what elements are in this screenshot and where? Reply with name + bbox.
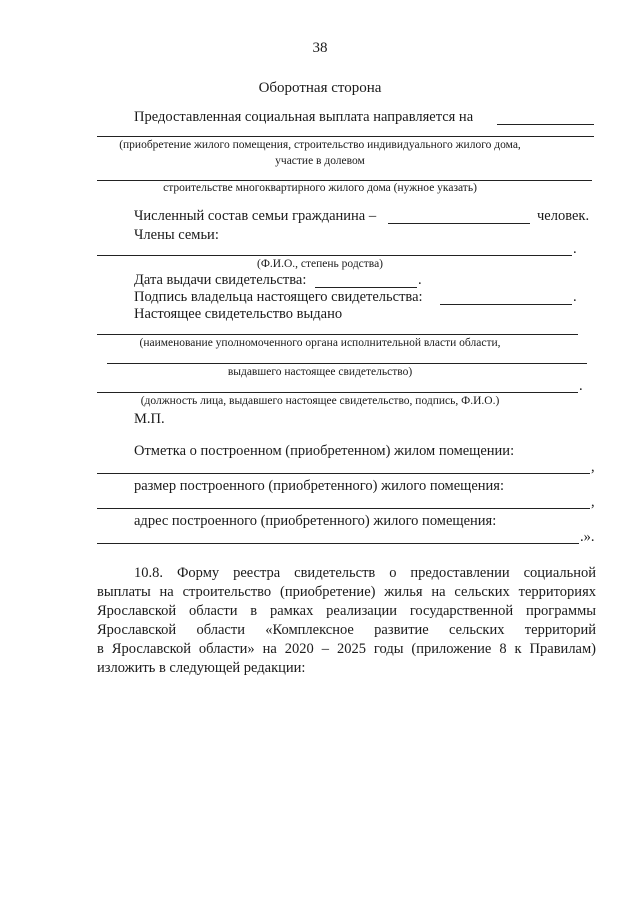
- page-heading: Оборотная сторона: [258, 80, 382, 96]
- official-line: [97, 392, 578, 393]
- housing-mark-line: [97, 473, 590, 474]
- family-size-label: Численный состав семьи гражданина –: [134, 208, 377, 224]
- purpose-hint-3: строительстве многоквартирного жилого дома (нужное указать): [163, 182, 477, 194]
- official-hint: (должность лица, выдавшего настоящее свидетельство, подпись, Ф.И.О.): [140, 395, 500, 407]
- members-label: Члены семьи:: [134, 227, 219, 243]
- purpose-line-2: [97, 180, 592, 181]
- owner-signature-trail: .: [573, 289, 577, 305]
- housing-mark-trail: ,: [591, 459, 595, 475]
- housing-address-line: [97, 543, 579, 544]
- owner-signature-label: Подпись владельца настоящего свидетельства:: [134, 289, 423, 305]
- issuer-trail: .: [579, 378, 583, 394]
- owner-signature-blank: [440, 304, 572, 305]
- issuer-hint-2: выдавшего настоящее свидетельство): [227, 366, 413, 378]
- housing-size-line: [97, 508, 590, 509]
- seal-label: М.П.: [134, 411, 165, 427]
- paragraph-line-6: изложить в следующей редакции:: [97, 660, 306, 676]
- family-size-unit: человек.: [537, 208, 590, 224]
- issued-by-label: Настоящее свидетельство выдано: [134, 306, 343, 322]
- payout-full-line: [97, 136, 594, 137]
- housing-mark-label: Отметка о построенном (приобретенном) жилом помещении:: [134, 443, 515, 459]
- members-line: [97, 255, 572, 256]
- issuer-line-2: [107, 363, 587, 364]
- issue-date-label: Дата выдачи свидетельства:: [134, 272, 307, 288]
- members-hint: (Ф.И.О., степень родства): [256, 258, 384, 270]
- purpose-hint-2: участие в долевом: [275, 155, 365, 167]
- purpose-hint-1: (приобретение жилого помещения, строительство индивидуального жилого дома,: [119, 139, 521, 151]
- paragraph-line-5: в Ярославской области» на 2020 – 2025 годы (приложение 8 к Правилам): [97, 641, 596, 657]
- paragraph-line-4: Ярославской области «Комплексное развитие сельских территорий: [97, 622, 596, 638]
- housing-size-trail: ,: [591, 494, 595, 510]
- housing-address-trail: .».: [580, 529, 595, 545]
- issue-date-trail: .: [418, 272, 422, 288]
- payout-blank-line: [497, 124, 594, 125]
- paragraph-line-1: 10.8. Форму реестра свидетельств о предоставлении социальной: [134, 565, 596, 581]
- payout-label: Предоставленная социальная выплата направляется на: [134, 109, 474, 125]
- page-number: 38: [312, 40, 328, 56]
- members-trail: .: [573, 241, 577, 257]
- housing-size-label: размер построенного (приобретенного) жилого помещения:: [134, 478, 504, 494]
- paragraph-line-2: выплаты на строительство (приобретение) жилья на сельских территориях: [97, 584, 596, 600]
- issuer-line-1: [97, 334, 578, 335]
- issue-date-blank: [315, 287, 417, 288]
- family-size-blank: [388, 223, 530, 224]
- housing-address-label: адрес построенного (приобретенного) жилого помещения:: [134, 513, 497, 529]
- paragraph-line-3: Ярославской области в рамках реализации государственной программы: [97, 603, 596, 619]
- issuer-hint-1: (наименование уполномоченного органа исполнительной власти области,: [139, 337, 501, 349]
